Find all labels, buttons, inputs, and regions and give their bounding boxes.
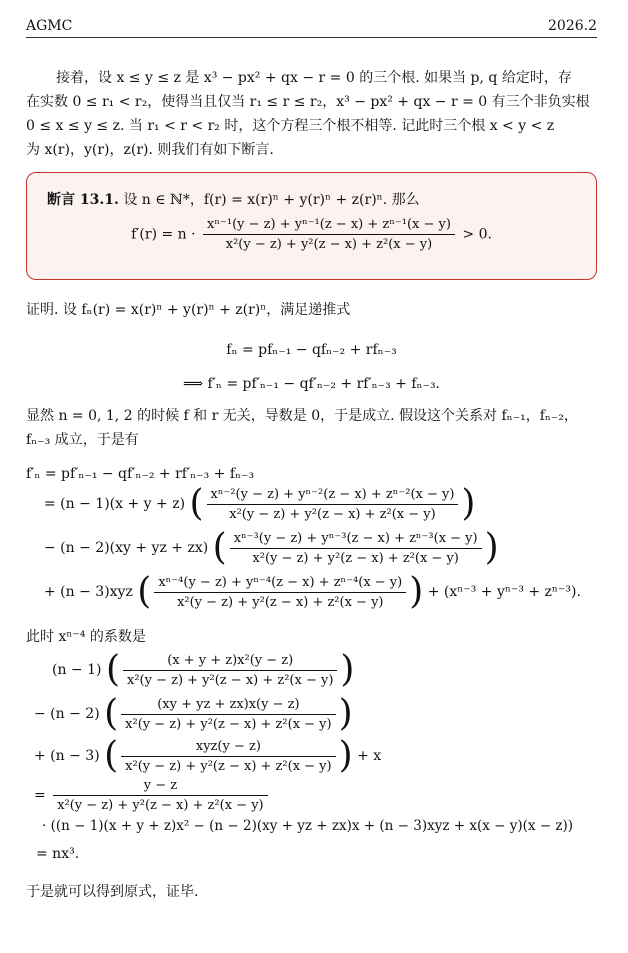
right-paren: ): [484, 527, 499, 568]
assertion-formula: [47, 217, 576, 252]
term-prefix: (n − 1): [52, 662, 102, 678]
term-prefix: − (n − 2): [34, 706, 100, 722]
term-prefix: = (n − 1)(x + y + z): [44, 496, 186, 512]
intro-paragraph: [26, 66, 597, 162]
fraction-numerator: (xy + yz + zx)x(y − z): [121, 697, 335, 715]
intro-line: 为 x(r)，y(r)，z(r). 则我们有如下断言.: [26, 142, 274, 158]
term-fraction: [230, 531, 482, 566]
journal-name: AGMC: [26, 18, 73, 34]
right-paren: ): [461, 483, 476, 524]
term-prefix: − (n − 2)(xy + yz + zx): [44, 540, 209, 556]
term-suffix: + x: [357, 748, 382, 764]
final-factor: · ((n − 1)(x + y + z)x² − (n − 2)(xy + yz + zx)x + (n − 3)xyz + x(x − y)(x − z)): [42, 818, 574, 834]
term-fraction: [154, 575, 406, 610]
intro-line: 在实数 0 ≤ r₁ < r₂，使得当且仅当 r₁ ≤ r ≤ r₂，x³ − px² + qx − r = 0 有三个非负实根: [26, 94, 590, 110]
fraction-denominator: x²(y − z) + y²(z − x) + z²(x − y): [229, 506, 436, 522]
eq-start: f′ₙ = pf′ₙ₋₁ − qf′ₙ₋₂ + rf′ₙ₋₃ + fₙ₋₃: [26, 466, 255, 482]
left-paren: (: [137, 571, 152, 612]
coefficient-intro: 此时 xⁿ⁻⁴ 的系数是: [26, 629, 146, 645]
term-suffix: + (xⁿ⁻³ + yⁿ⁻³ + zⁿ⁻³).: [427, 584, 581, 600]
fraction-denominator: x²(y − z) + y²(z − x) + z²(x − y): [57, 798, 264, 813]
coef-term-1: [52, 649, 355, 690]
final-result: = nx³.: [36, 846, 80, 862]
page-header: [26, 14, 597, 38]
eq-term-2: [44, 527, 499, 568]
left-paren: (: [105, 649, 120, 690]
right-paren: ): [338, 735, 353, 776]
fraction-denominator: x²(y − z) + y²(z − x) + z²(x − y): [126, 672, 334, 688]
coef-term-2: [34, 693, 353, 734]
induction-line: 显然 n = 0, 1, 2 的时候 f 和 r 无关，导数是 0，于是成立. 假设这个关系对 fₙ₋₁，fₙ₋₂，: [26, 408, 578, 424]
proof-conclusion: 于是就可以得到原式，证毕.: [26, 884, 199, 900]
fraction-numerator: xyz(y − z): [121, 739, 335, 757]
left-paren: (: [189, 483, 204, 524]
fraction-denominator: x²(y − z) + y²(z − x) + z²(x − y): [252, 550, 459, 566]
fraction-denominator: x²(y − z) + y²(z − x) + z²(x − y): [125, 758, 332, 774]
proof-label: 证明.: [26, 302, 59, 318]
fraction-denominator: x²(y − z) + y²(z − x) + z²(x − y): [177, 594, 384, 610]
term-prefix: + (n − 3)xyz: [44, 584, 133, 600]
induction-paragraph: [26, 404, 597, 452]
fraction-numerator: xⁿ⁻¹(y − z) + yⁿ⁻¹(z − x) + zⁿ⁻¹(x − y): [203, 217, 455, 235]
assertion-lhs: f′(r) = n ·: [131, 226, 196, 243]
right-paren: ): [409, 571, 424, 612]
recurrence-2: ⟹ f′ₙ = pf′ₙ₋₁ − qf′ₙ₋₂ + rf′ₙ₋₃ + fₙ₋₃.: [182, 376, 441, 392]
right-paren: ): [338, 693, 353, 734]
term-fraction: [121, 697, 335, 732]
equals-sign: =: [34, 787, 46, 804]
fraction-numerator: xⁿ⁻²(y − z) + yⁿ⁻²(z − x) + zⁿ⁻²(x − y): [207, 487, 459, 505]
term-fraction: [121, 739, 335, 774]
recurrence-1: fₙ = pfₙ₋₁ − qfₙ₋₂ + rfₙ₋₃: [226, 342, 397, 358]
proof-setup-text: 设 fₙ(r) = x(r)ⁿ + y(r)ⁿ + z(r)ⁿ，满足递推式: [62, 302, 351, 318]
eq-term-3: [44, 571, 581, 612]
left-paren: (: [104, 693, 119, 734]
intro-line: 0 ≤ x ≤ y ≤ z. 当 r₁ < r < r₂ 时，这个方程三个根不相等. 记此时三个根 x < y < z: [26, 118, 555, 134]
intro-line: 接着，设 x ≤ y ≤ z 是 x³ − px² + qx − r = 0 的三个根. 如果当 p, q 给定时，存: [56, 70, 572, 86]
term-fraction: [123, 653, 337, 688]
assertion-statement: 设 n ∈ ℕ*，f(r) = x(r)ⁿ + y(r)ⁿ + z(r)ⁿ. 那么: [123, 192, 420, 208]
assertion-fraction: [203, 217, 455, 252]
fraction-denominator: x²(y − z) + y²(z − x) + z²(x − y): [225, 237, 433, 252]
coef-term-3: [34, 735, 382, 776]
final-fraction: [53, 778, 267, 813]
fraction-numerator: xⁿ⁻⁴(y − z) + yⁿ⁻⁴(z − x) + zⁿ⁻⁴(x − y): [154, 575, 406, 593]
term-fraction: [207, 487, 459, 522]
fraction-denominator: x²(y − z) + y²(z − x) + z²(x − y): [125, 716, 332, 732]
assertion-label: 断言 13.1.: [47, 192, 119, 208]
issue-date: 2026.2: [548, 18, 597, 34]
left-paren: (: [212, 527, 227, 568]
eq-term-1: [44, 483, 476, 524]
induction-line: fₙ₋₃ 成立，于是有: [26, 432, 139, 448]
right-paren: ): [340, 649, 355, 690]
final-fraction-line: [34, 778, 271, 813]
assertion-rhs: > 0.: [462, 226, 492, 243]
term-prefix: + (n − 3): [34, 748, 100, 764]
proof-setup: [26, 298, 597, 322]
fraction-numerator: (x + y + z)x²(y − z): [123, 653, 337, 671]
fraction-numerator: xⁿ⁻³(y − z) + yⁿ⁻³(z − x) + zⁿ⁻³(x − y): [230, 531, 482, 549]
left-paren: (: [104, 735, 119, 776]
fraction-numerator: y − z: [53, 778, 267, 796]
assertion-box: [26, 172, 597, 280]
